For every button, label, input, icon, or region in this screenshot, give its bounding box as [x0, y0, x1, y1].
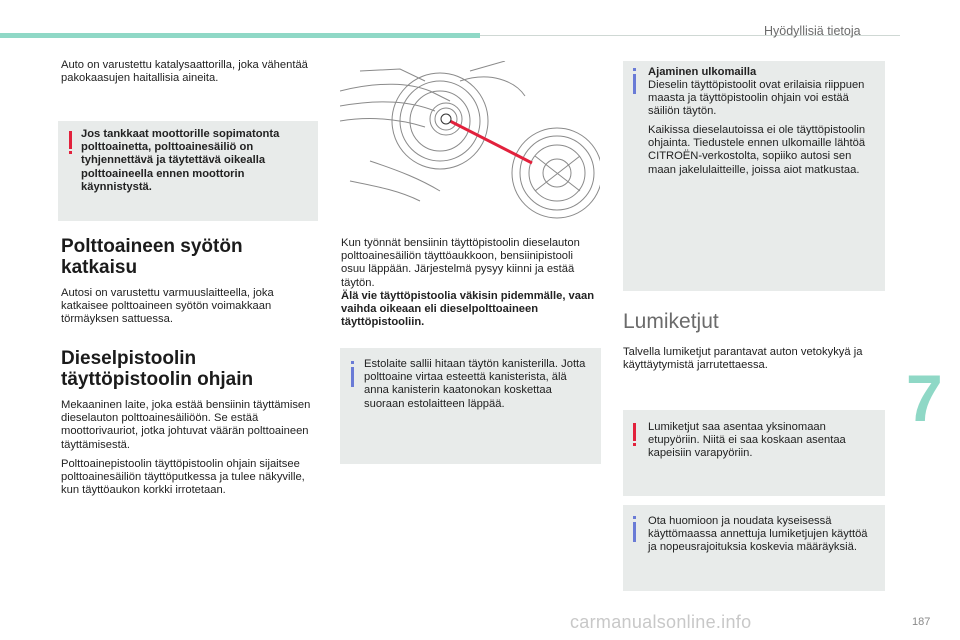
info-text-chains: Ota huomioon ja noudata kyseisessä käyttömaassa annettuja lumiketjujen käyttöä ja nopeusrajoituksia koskevia määräyksiä.	[648, 515, 868, 554]
page-number: 187	[912, 616, 931, 628]
heading-fuel-cutoff: Polttoaineen syötön katkaisu	[61, 236, 243, 278]
abroad-text-2: Kaikissa dieselautoissa ei ole täyttöpistoolin ohjainta. Tiedustele ennen ulkomaille lähtöä CITROËN-verkostolta, sopiiko autosi sen maan jakelulaitteille, joissa aiot matkustaa.	[648, 124, 866, 176]
heading-snow-chains: Lumiketjut	[623, 310, 719, 333]
abroad-title: Ajaminen ulkomailla	[648, 66, 757, 78]
heading-misfuel-device: Dieselpistoolin täyttöpistoolin ohjain	[61, 348, 254, 390]
misfuel-text-a: Kun työnnät bensiinin täyttöpistoolin dieselauton polttoainesäiliön täyttöaukkoon, bensiinipistooli osuu läppään. Järjestelmä pysyy kiinni ja estää täytön.	[341, 237, 580, 289]
misfuel-device-text-a: Mekaaninen laite, joka estää bensiinin täyttämisen dieselauton polttoainesäiliöön. Se estää moottorivauriot, jotka johtuvat väärän polttoaineen täyttämisestä.	[61, 399, 311, 451]
abroad-text-1: Dieselin täyttöpistoolit ovat erilaisia riippuen maasta ja täyttöpistoolin ohjain voi estää säiliön täytön.	[648, 79, 865, 118]
misfuel-device-text-b: Polttoainepistoolin täyttöpistoolin ohjain sijaitsee polttoainesäiliön täyttöputkessa ja tulee näkyville, kun täyttöaukon korkki irrotetaan.	[61, 458, 305, 497]
misfuel-text-b: Älä vie täyttöpistoolia väkisin pidemmälle, vaan vaihda oikeaan eli dieselpolttoaineen täyttöpistooliin.	[341, 290, 595, 329]
snow-chains-text: Talvella lumiketjut parantavat auton vetokykyä ja käyttäytymistä jarrutettaessa.	[623, 346, 863, 372]
exclamation-icon	[69, 131, 72, 155]
exclamation-icon	[633, 423, 636, 447]
info-text-canister: Estolaite sallii hitaan täytön kanisterilla. Jotta polttoaine virtaa esteettä kanisterista, älä anna kanisterin kaatonokan koskettaa suoraan estolaitteen läppää.	[364, 358, 586, 410]
fuel-filler-illustration	[340, 61, 600, 222]
fuel-cutoff-text: Autosi on varustettu varmuuslaitteella, joka katkaisee polttoaineen syötön voimakkaan törmäyksen sattuessa.	[61, 287, 274, 326]
info-i-icon	[633, 68, 636, 94]
watermark: carmanualsonline.info	[570, 612, 752, 632]
info-i-icon	[351, 361, 354, 387]
header-accent-bar	[0, 33, 480, 38]
warning-text-fuel: Jos tankkaat moottorille sopimatonta polttoainetta, polttoainesäiliö on tyhjennettävä ja täytettävä oikealla polttoaineella ennen moottorin käynnistystä.	[81, 128, 280, 193]
chapter-number: 7	[906, 361, 943, 435]
info-i-icon	[633, 516, 636, 542]
warning-text-chains: Lumiketjut saa asentaa yksinomaan etupyöriin. Niitä ei saa koskaan asentaa kapeisiin varapyöriin.	[648, 421, 846, 460]
section-title: Hyödyllisiä tietoja	[764, 24, 861, 38]
intro-text: Auto on varustettu katalysaattorilla, joka vähentää pakokaasujen haitallisia aineita.	[61, 59, 308, 85]
